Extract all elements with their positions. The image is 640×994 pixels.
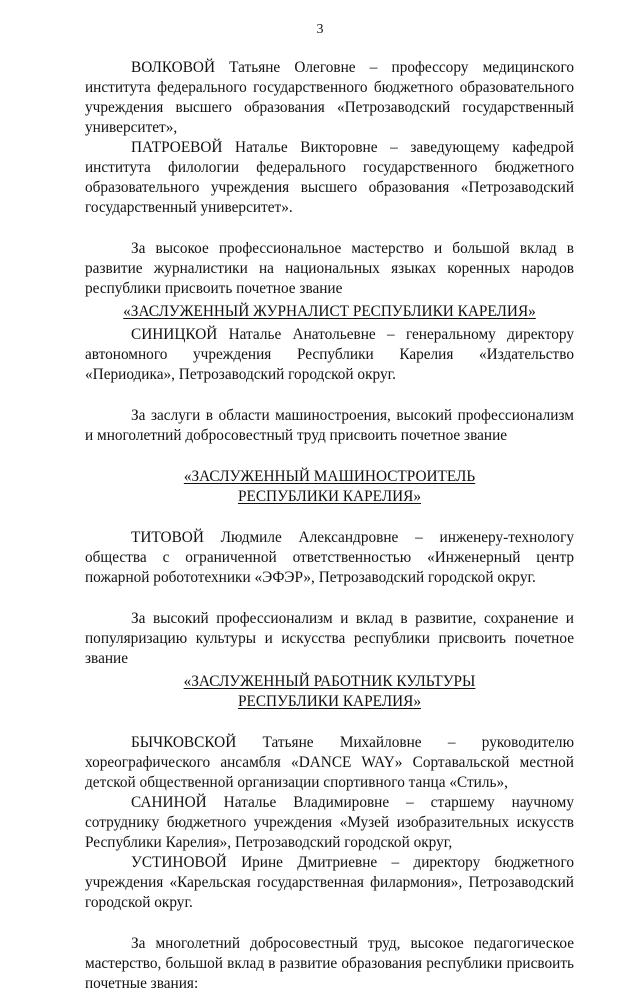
nominee-bychkovskaya: БЫЧКОВСКОЙ Татьяне Михайловне – руководителю хореографического ансамбля «DANCE WAY» Сортавальской местной детской общественной организации спортивного танца «Стиль», [85, 734, 574, 791]
award-title-engineer [85, 467, 574, 507]
award-title-journalist: «ЗАСЛУЖЕННЫЙ ЖУРНАЛИСТ РЕСПУБЛИКИ КАРЕЛИЯ» [123, 303, 536, 320]
award-title-engineer-line2: РЕСПУБЛИКИ КАРЕЛИЯ» [237, 488, 421, 505]
award-title-culture-line1: «ЗАСЛУЖЕННЫЙ РАБОТНИК КУЛЬТУРЫ [183, 673, 476, 690]
award-title-culture [85, 672, 574, 712]
page-number: 3 [316, 22, 324, 37]
nominee-sinitskaya: СИНИЦКОЙ Наталье Анатольевне – генеральному директору автономного учреждения Республики Карелия «Издательство «Периодика», Петрозаводский городской округ. [85, 326, 574, 383]
award-intro-culture: За высокий профессионализм и вклад в развитие, сохранение и популяризацию культуры и искусства республики присвоить почетное звание [85, 610, 574, 667]
award-intro-education: За многолетний добросовестный труд, высокое педагогическое мастерство, большой вклад в развитие образования республики присвоить почетные звания: [85, 935, 574, 992]
nominee-titova: ТИТОВОЙ Людмиле Александровне – инженеру-технологу общества с ограниченной ответственностью «Инженерный центр пожарной робототехники «ЭФЭР», Петрозаводский городской округ. [85, 529, 574, 586]
nominee-sanina: САНИНОЙ Наталье Владимировне – старшему научному сотруднику бюджетного учреждения «Музей изобразительных искусств Республики Карелия», Петрозаводский городской округ, [85, 794, 574, 851]
award-title-engineer-line1: «ЗАСЛУЖЕННЫЙ МАШИНОСТРОИТЕЛЬ [183, 468, 476, 485]
award-intro-journalist: За высокое профессиональное мастерство и большой вклад в развитие журналистики на национальных языках коренных народов республики присвоить почетное звание [85, 240, 574, 297]
document-body [85, 58, 574, 994]
nominee-patroeva: ПАТРОЕВОЙ Наталье Викторовне – заведующему кафедрой института филологии федерального государственного бюджетного образовательного учреждения высшего образования «Петрозаводский государственный университет». [85, 139, 574, 216]
award-title-culture-line2: РЕСПУБЛИКИ КАРЕЛИЯ» [237, 693, 421, 710]
nominee-ustinova: УСТИНОВОЙ Ирине Дмитриевне – директору бюджетного учреждения «Карельская государственная филармония», Петрозаводский городской округ. [85, 854, 574, 911]
nominee-volkova: ВОЛКОВОЙ Татьяне Олеговне – профессору медицинского института федерального государственного бюджетного образовательного учреждения высшего образования «Петрозаводский государственный университет», [85, 59, 574, 136]
award-intro-engineer: За заслуги в области машиностроения, высокий профессионализм и многолетний добросовестный труд присвоить почетное звание [85, 407, 574, 444]
